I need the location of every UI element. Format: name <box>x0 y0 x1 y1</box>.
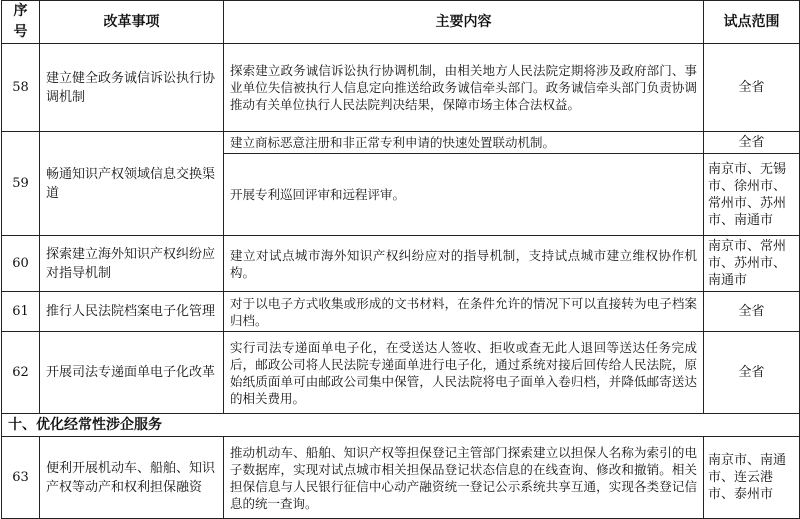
header-scope: 试点范围 <box>704 1 800 44</box>
row-content: 推动机动车、船舶、知识产权等担保登记主管部门探索建立以担保人名称为索引的电子数据库，实现对试点城市相关担保品登记状态信息的在线查询、修改和撤销。相关担保信息与人民银行征信中心动产融资统一登记公示系统共享互通，实现各类登记信息的统一查询。 <box>224 437 704 519</box>
row-content: 实行司法专递面单电子化，在受送达人签收、拒收或查无此人退回等送达任务完成后，邮政公司将人民法院专递面单进行电子化，通过系统对接后回传给人民法院，原始纸质面单可由邮政公司集中保管，人民法院将电子面单入卷归档，并降低邮寄送达的相关费用。 <box>224 332 704 414</box>
header-content: 主要内容 <box>224 1 704 44</box>
row-no: 62 <box>2 332 40 414</box>
reform-items-table <box>1 0 800 519</box>
row-no: 61 <box>2 292 40 332</box>
row-no: 58 <box>2 44 40 132</box>
row-scope: 全省 <box>704 44 800 132</box>
row-scope: 南京市、无锡市、徐州市、常州市、苏州市、南通市 <box>704 154 800 236</box>
row-scope: 南京市、南通市、连云港市、泰州市 <box>704 437 800 519</box>
row-item: 推行人民法院档案电子化管理 <box>40 292 224 332</box>
row-item: 探索建立海外知识产权纠纷应对指导机制 <box>40 236 224 292</box>
table-row-59a <box>2 132 800 154</box>
section-row <box>2 414 800 437</box>
table-header-row <box>2 1 800 44</box>
row-scope: 全省 <box>704 332 800 414</box>
row-content: 对于以电子方式收集或形成的文书材料，在条件允许的情况下可以直接转为电子档案归档。 <box>224 292 704 332</box>
row-scope: 南京市、常州市、苏州市、南通市 <box>704 236 800 292</box>
header-no: 序号 <box>2 1 40 44</box>
row-scope: 全省 <box>704 292 800 332</box>
row-no: 63 <box>2 437 40 519</box>
table-row-60 <box>2 236 800 292</box>
row-no: 60 <box>2 236 40 292</box>
row-content: 开展专利巡回评审和远程评审。 <box>224 154 704 236</box>
table-row-63 <box>2 437 800 519</box>
table-row-62 <box>2 332 800 414</box>
table-row-61 <box>2 292 800 332</box>
row-content: 建立商标恶意注册和非正常专利申请的快速处置联动机制。 <box>224 132 704 154</box>
row-no: 59 <box>2 132 40 236</box>
row-item: 建立健全政务诚信诉讼执行协调机制 <box>40 44 224 132</box>
row-item: 便利开展机动车、船舶、知识产权等动产和权利担保融资 <box>40 437 224 519</box>
row-item: 开展司法专递面单电子化改革 <box>40 332 224 414</box>
row-content: 探索建立政务诚信诉讼执行协调机制，由相关地方人民法院定期将涉及政府部门、事业单位失信被执行人信息定向推送给政务诚信牵头部门。政务诚信牵头部门负责协调推动有关单位执行人民法院判决结果，保障市场主体合法权益。 <box>224 44 704 132</box>
row-scope: 全省 <box>704 132 800 154</box>
row-content: 建立对试点城市海外知识产权纠纷应对的指导机制，支持试点城市建立维权协作机构。 <box>224 236 704 292</box>
header-item: 改革事项 <box>40 1 224 44</box>
section-heading: 十、优化经常性涉企服务 <box>2 414 800 437</box>
row-item: 畅通知识产权领域信息交换渠道 <box>40 132 224 236</box>
table-row-58 <box>2 44 800 132</box>
